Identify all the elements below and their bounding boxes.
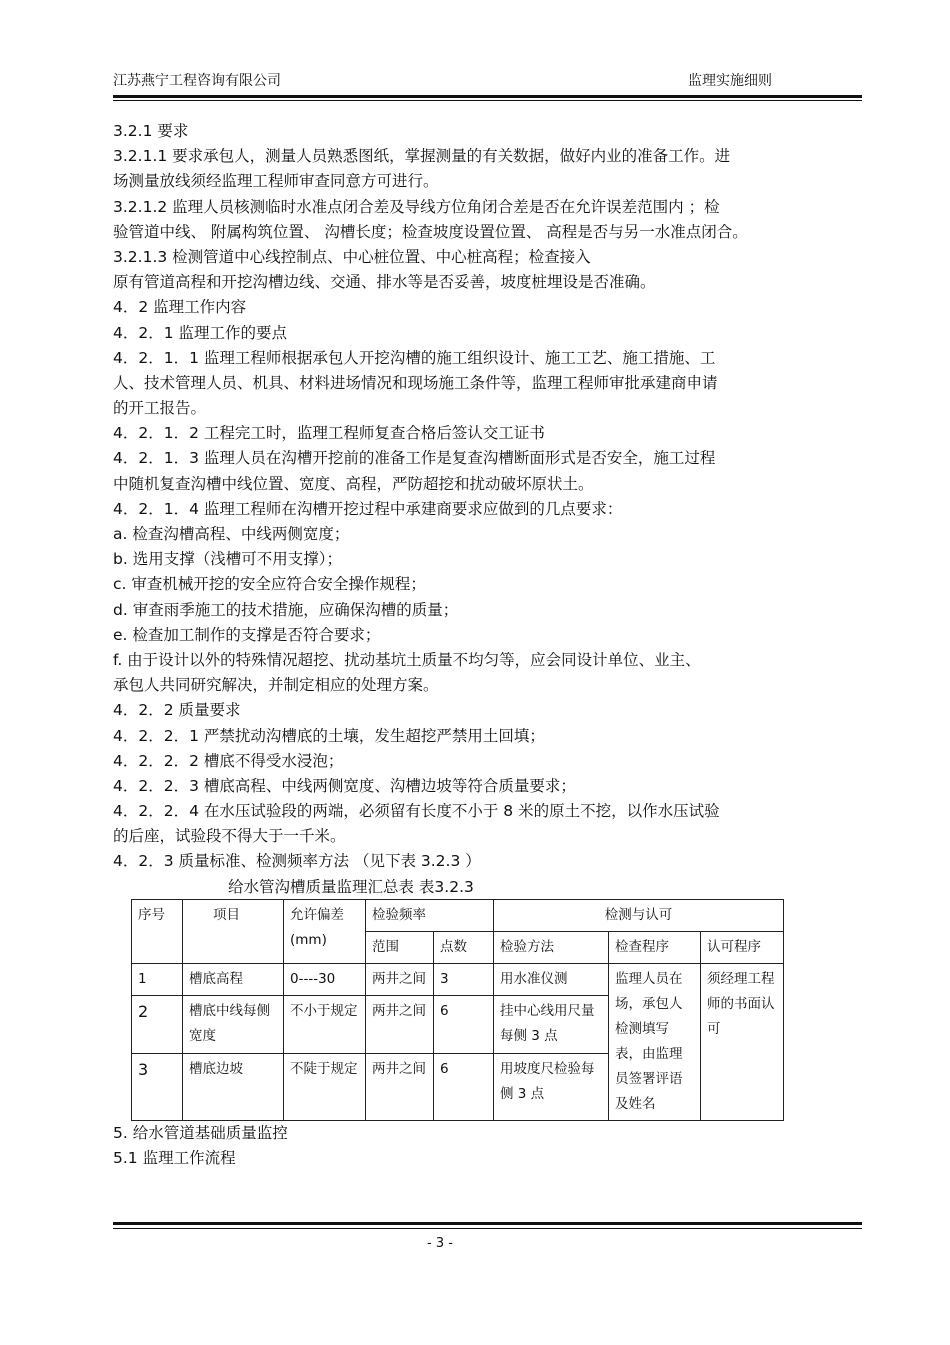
text-line: 3.2.1.2 监理人员核测临时水准点闭合差及导线方位角闭合差是否在允许误差范围内 ；检 (113, 197, 720, 216)
text-line: 4．2．2．4 在水压试验段的两端，必须留有长度不小于 8 米的原土不挖，以作水压试验 (113, 802, 720, 821)
text-line: 4．2．1．1 监理工程师根据承包人开挖沟槽的施工组织设计、施工工艺、施工措施、工 (113, 348, 716, 367)
header-cell: 检查程序 (609, 931, 701, 963)
list-item: b. 选用支撑（浅槽可不用支撑）； (113, 550, 342, 569)
list-item: f. 由于设计以外的特殊情况超挖、扰动基坑土质量不均匀等，应会同设计单位、业主、 (113, 650, 701, 669)
text-line: 中随机复查沟槽中线位置、宽度、高程，严防超挖和扰动破坏原状土。 (113, 474, 594, 493)
table-cell: 6 (434, 1053, 494, 1120)
section-heading: 4．2．2 质量要求 (113, 701, 241, 720)
text-line: 承包人共同研究解决，并制定相应的处理方案。 (113, 676, 439, 695)
document-title: 监理实施细则 (688, 73, 772, 89)
text-line: 3.2.1.1 要求承包人，测量人员熟悉图纸，掌握测量的有关数据，做好内业的准备工作。进 (113, 147, 731, 166)
header-rule-thin (113, 100, 862, 101)
header-cell: 检测与认可 (494, 899, 784, 931)
footer-rule-thick (113, 1222, 862, 1225)
header-cell: 允许偏差(mm) (284, 899, 366, 963)
text-line: 4．2．1．2 工程完工时，监理工程师复查合格后签认交工证书 (113, 424, 545, 443)
table-cell: 槽底边坡 (183, 1053, 284, 1120)
text-line: 4．2．2．2 槽底不得受水浸泡； (113, 751, 344, 770)
table-cell: 不小于规定 (284, 995, 366, 1053)
table-cell: 用水准仪测 (494, 963, 609, 995)
page-header (113, 70, 862, 92)
header-cell: 检验方法 (494, 931, 609, 963)
section-heading: 4．2．3 质量标准、检测频率方法 （见下表 3.2.3 ） (113, 852, 481, 871)
table-cell: 两井之间 (366, 963, 434, 995)
table-cell: 挂中心线用尺量每侧 3 点 (494, 995, 609, 1053)
table-cell: 3 (434, 963, 494, 995)
list-item: c. 审查机械开挖的安全应符合安全操作规程； (113, 575, 426, 594)
text-line: 的开工报告。 (113, 399, 207, 418)
text-line: 4．2．2．1 严禁扰动沟槽底的土壤，发生超挖严禁用土回填； (113, 726, 545, 745)
table-cell: 6 (434, 995, 494, 1053)
text-line: 场测量放线须经监理工程师审查同意方可进行。 (113, 172, 439, 191)
body-text (113, 119, 853, 1171)
table-cell: 不陡于规定 (284, 1053, 366, 1120)
text-line: 人、技术管理人员、机具、材料进场情况和现场施工条件等，监理工程师审批承建商申请 (113, 373, 718, 392)
list-item: e. 检查加工制作的支撑是否符合要求； (113, 625, 381, 644)
table-row (132, 963, 784, 995)
company-name: 江苏燕宁工程咨询有限公司 (113, 73, 281, 89)
text-line: 原有管道高程和开挖沟槽边线、交通、排水等是否妥善，坡度桩埋设是否准确。 (113, 273, 656, 292)
table-cell: 3 (132, 1053, 183, 1120)
section-heading: 4．2．1 监理工作的要点 (113, 323, 288, 342)
table-cell: 2 (132, 995, 183, 1053)
text-line: 4．2．2．3 槽底高程、中线两侧宽度、沟槽边坡等符合质量要求； (113, 776, 576, 795)
table-caption: 给水管沟槽质量监理汇总表 表3.2.3 (228, 877, 474, 896)
header-cell: 认可程序 (701, 931, 784, 963)
table-cell: 1 (132, 963, 183, 995)
table-cell: 0----30 (284, 963, 366, 995)
table-cell: 槽底中线每侧宽度 (183, 995, 284, 1053)
section-heading: 5.1 监理工作流程 (113, 1148, 236, 1167)
footer-rule-thin (113, 1228, 862, 1229)
text-line: 验管道中线、 附属构筑位置、 沟槽长度；检查坡度设置位置、 高程是否与另一水准点闭合。 (113, 222, 748, 241)
section-heading: 4．2 监理工作内容 (113, 298, 247, 317)
text-line: 4．2．1．3 监理人员在沟槽开挖前的准备工作是复查沟槽断面形式是否安全，施工过程 (113, 449, 716, 468)
list-item: a. 检查沟槽高程、中线两侧宽度； (113, 525, 350, 543)
text-line: 4．2．1．4 监理工程师在沟槽开挖过程中承建商要求应做到的几点要求： (113, 499, 623, 518)
table-cell: 槽底高程 (183, 963, 284, 995)
header-cell: 检验频率 (366, 899, 494, 931)
table-cell: 用坡度尺检验每侧 3 点 (494, 1053, 609, 1120)
table-cell: 须经理工程师的书面认可 (701, 963, 784, 1120)
text-line: 3.2.1.3 检测管道中心线控制点、中心桩位置、中心桩高程；检查接入 (113, 247, 591, 266)
text-line: 的后座，试验段不得大于一千米。 (113, 827, 346, 846)
header-rule-thick (113, 95, 862, 98)
page-number: - 3 - (427, 1236, 453, 1251)
header-cell: 范围 (366, 931, 434, 963)
table-cell: 两井之间 (366, 995, 434, 1053)
table-cell: 监理人员在场，承包人检测填写表，由监理员签署评语及姓名 (609, 963, 701, 1120)
section-heading: 5. 给水管道基础质量监控 (113, 1123, 288, 1142)
header-cell: 点数 (434, 931, 494, 963)
quality-table (131, 899, 784, 1121)
list-item: d. 审查雨季施工的技术措施，应确保沟槽的质量； (113, 600, 459, 619)
table-header-row (132, 899, 784, 931)
table-cell: 两井之间 (366, 1053, 434, 1120)
header-cell: 序号 (132, 899, 183, 963)
text-line: 3.2.1 要求 (113, 122, 189, 140)
header-cell: 项目 (183, 899, 284, 963)
